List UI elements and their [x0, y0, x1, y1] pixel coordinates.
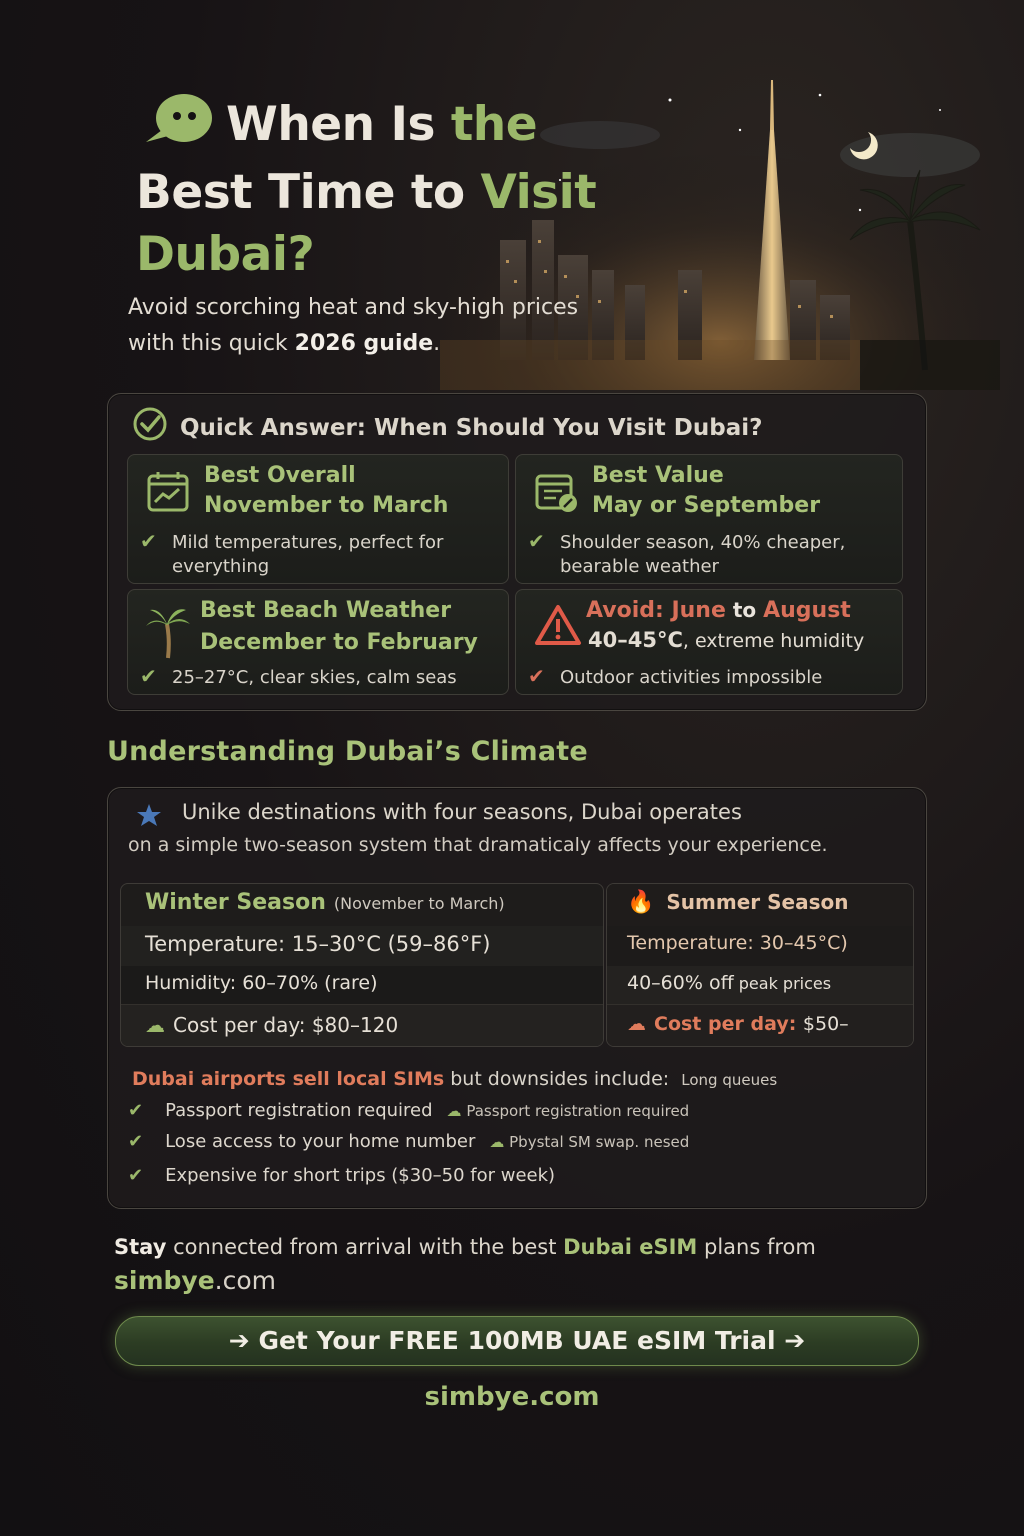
card-title-start: Avoid: June — [586, 598, 726, 623]
card-desc: Shoulder season, 40% cheaper, bearable weather — [560, 532, 846, 577]
summer-temp-row — [607, 926, 913, 966]
check-icon: ✔ — [528, 529, 545, 553]
free-trial-button[interactable] — [115, 1316, 919, 1366]
card-title: Best Value — [592, 463, 724, 488]
warning-icon — [534, 604, 582, 650]
card-best-value — [515, 454, 903, 584]
card-desc: 25–27°C, clear skies, calm seas — [172, 667, 457, 688]
title-part-green: Dubai? — [136, 227, 315, 282]
card-title: Best Beach Weather — [200, 598, 452, 623]
list-item — [128, 1165, 555, 1186]
title-part-green: the — [450, 97, 538, 152]
cost-value: $80–120 — [311, 1013, 399, 1037]
card-desc: Mild temperatures, perfect for everything — [172, 532, 444, 577]
climate-panel — [107, 787, 927, 1209]
chat-bubble-icon — [136, 92, 216, 162]
arrow-right-icon: ➔ — [775, 1326, 806, 1355]
climate-intro: Unike destinations with four seasons, Dubai operates — [182, 800, 742, 824]
stay-highlight: Dubai eSIM — [563, 1235, 698, 1259]
winter-season-card — [120, 883, 604, 1047]
palm-tree-icon — [146, 604, 190, 664]
check-icon: ✔ — [140, 664, 157, 688]
cloud-icon: ☁ — [446, 1102, 467, 1120]
card-period: May or September — [592, 493, 821, 518]
subtitle — [128, 290, 688, 362]
discount-rest: peak prices — [733, 974, 832, 993]
winter-header — [121, 884, 603, 926]
site-name: simbye — [114, 1266, 215, 1295]
cloud-icon: ☁ — [489, 1133, 510, 1151]
subtitle-line: Avoid scorching heat and sky-high prices — [128, 295, 579, 320]
star-icon — [136, 802, 162, 832]
subtitle-line: with this quick — [128, 331, 295, 356]
title-part: Best Time to — [136, 165, 481, 220]
title-part-green: Visit — [480, 165, 597, 220]
stay-bold: Stay — [114, 1235, 167, 1259]
subtitle-period: . — [433, 331, 441, 356]
title-part: When Is — [226, 97, 451, 152]
humidity-value: 60–70% (rare) — [242, 972, 378, 994]
card-best-overall — [127, 454, 509, 584]
quick-answer-panel — [107, 393, 927, 711]
sim-rest: but downsides include: — [444, 1068, 670, 1090]
check-icon: ✔ — [128, 1100, 144, 1121]
summer-season-card — [606, 883, 914, 1047]
cost-value: $50– — [802, 1013, 849, 1035]
cta-label: Get Your FREE 100MB UAE eSIM Trial — [258, 1326, 776, 1355]
cost-label: Cost per day: — [173, 1013, 312, 1037]
card-avoid — [515, 589, 903, 695]
list-item — [128, 1100, 689, 1121]
site-tld: .com — [214, 1266, 276, 1295]
card-period-rest: , extreme humidity — [682, 630, 865, 652]
climate-heading: Understanding Dubai’s Climate — [107, 736, 588, 767]
cloud-icon: ☁ — [627, 1013, 646, 1035]
list-item — [128, 1131, 689, 1152]
winter-label: Winter Season — [145, 890, 326, 915]
check-circle-icon — [132, 406, 168, 448]
arrow-right-icon: ➔ — [228, 1326, 259, 1355]
list-item-text: Passport registration required — [165, 1100, 433, 1121]
summer-header — [607, 884, 913, 926]
sim-lead: Dubai airports sell local SIMs — [132, 1068, 445, 1090]
check-icon: ✔ — [528, 664, 545, 688]
card-title-mid: to — [725, 598, 764, 622]
calendar-money-icon — [534, 469, 580, 519]
winter-cost-row — [121, 1004, 603, 1047]
stay-mid: connected from arrival with the best — [166, 1235, 564, 1259]
card-period — [588, 628, 864, 652]
stay-connected-text — [114, 1235, 816, 1259]
calendar-chart-icon — [146, 469, 192, 519]
winter-range: (November to March) — [333, 894, 505, 913]
list-item-note — [447, 1102, 690, 1120]
temp-value: 15–30°C (59–86°F) — [291, 932, 491, 956]
note-text: Pbystal SM swap. nesed — [509, 1133, 690, 1151]
list-item-note — [489, 1133, 689, 1151]
site-link[interactable] — [114, 1266, 276, 1295]
summer-discount-row — [607, 966, 913, 1004]
sim-downsides-intro — [132, 1068, 777, 1090]
temp-label: Temperature: — [145, 932, 292, 956]
check-icon: ✔ — [128, 1131, 144, 1152]
card-title — [586, 598, 851, 623]
card-desc: Outdoor activities impossible — [560, 667, 823, 688]
card-period: December to February — [200, 630, 478, 655]
humidity-label: Humidity: — [145, 972, 243, 994]
sim-extra: Long queues — [681, 1071, 778, 1089]
check-icon: ✔ — [128, 1165, 144, 1186]
climate-intro: on a simple two-season system that dramaticaly affects your experience. — [128, 834, 828, 856]
card-period-temp: 40–45°C — [588, 628, 683, 652]
quick-answer-heading — [132, 406, 762, 448]
cost-label: Cost per day: — [654, 1013, 803, 1035]
winter-humidity-row — [121, 966, 603, 1004]
hero-section — [0, 0, 1024, 390]
quick-answer-heading-text: Quick Answer: When Should You Visit Dubai? — [180, 415, 763, 441]
cloud-icon: ☁ — [145, 1013, 165, 1037]
stay-end: plans from — [697, 1235, 816, 1259]
site-link-bottom[interactable]: simbye.com — [424, 1382, 600, 1412]
summer-label: Summer Season — [666, 890, 849, 914]
card-best-beach — [127, 589, 509, 695]
temp-label: Temperature: — [627, 932, 760, 954]
card-period: November to March — [204, 493, 449, 518]
fire-icon: 🔥 — [627, 890, 655, 915]
summer-cost-row — [607, 1004, 913, 1047]
subtitle-highlight: 2026 guide — [294, 331, 434, 356]
card-title-end: August — [763, 598, 851, 623]
discount-value: 40–60% off — [627, 972, 734, 994]
card-title: Best Overall — [204, 463, 356, 488]
note-text: Passport registration required — [466, 1102, 690, 1120]
list-item-text: Expensive for short trips ($30–50 for week) — [165, 1165, 556, 1186]
page-title — [136, 92, 636, 286]
list-item-text: Lose access to your home number — [165, 1131, 476, 1152]
winter-temp-row — [121, 926, 603, 966]
temp-value: 30–45°C) — [759, 932, 848, 954]
check-icon: ✔ — [140, 529, 157, 553]
